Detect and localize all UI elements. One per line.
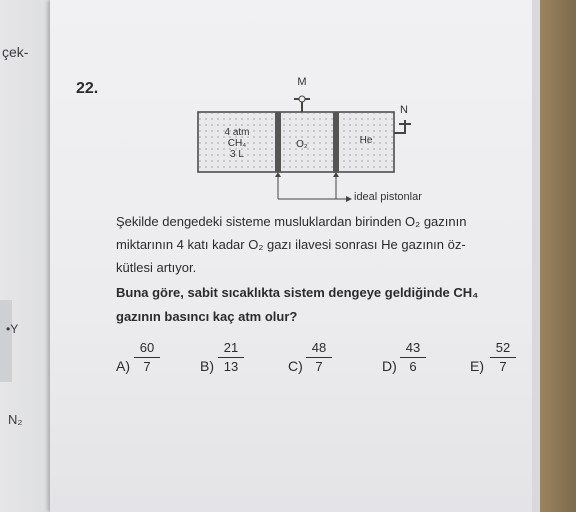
question-text-line-1: Şekilde dengedeki sisteme musluklardan birinden O₂ gazının [116, 214, 467, 229]
ch4-pressure: 4 atm [224, 127, 250, 138]
option-d-numerator: 43 [400, 340, 426, 358]
question-text-line-3: kütlesi artıyor. [116, 260, 197, 275]
option-b[interactable] [200, 340, 260, 390]
valve-n-label: N [400, 104, 408, 116]
option-d-letter: D) [382, 358, 397, 374]
gas-container-diagram [150, 75, 450, 205]
previous-page-bar [0, 300, 12, 382]
question-prompt-line-1: Buna göre, sabit sıcaklıkta sistem dengeye geldiğinde CH₄ [116, 285, 479, 300]
piston-left [275, 112, 281, 172]
he-compartment-label: He [359, 135, 373, 146]
option-c[interactable] [288, 340, 348, 390]
option-e[interactable] [470, 340, 526, 390]
option-b-fraction [218, 340, 244, 375]
ch4-compartment-label [210, 127, 264, 160]
piston-right [333, 112, 339, 172]
ch4-volume: 3 L [230, 149, 244, 160]
option-d-denominator: 6 [409, 359, 417, 374]
sheet-edge [532, 0, 540, 512]
piston-label-arrowhead [346, 196, 352, 202]
option-a-letter: A) [116, 358, 130, 374]
ch4-gas: CH₄ [227, 138, 247, 149]
option-b-letter: B) [200, 358, 214, 374]
question-number: 22. [76, 80, 99, 97]
option-b-denominator: 13 [223, 359, 239, 374]
previous-page-fragment-mid: •Y [6, 322, 19, 336]
previous-page-fragment-top: çek- [2, 44, 29, 60]
previous-page-fragment-bottom: N₂ [8, 412, 23, 427]
option-a-numerator: 60 [134, 340, 160, 358]
option-a[interactable] [116, 340, 176, 390]
option-e-letter: E) [470, 358, 484, 374]
option-b-numerator: 21 [218, 340, 244, 358]
valve-m-knob [299, 96, 305, 102]
option-e-numerator: 52 [490, 340, 516, 358]
option-d[interactable] [382, 340, 442, 390]
option-c-letter: C) [288, 358, 303, 374]
option-c-denominator: 7 [315, 359, 323, 374]
option-d-fraction [400, 340, 426, 375]
option-e-denominator: 7 [499, 359, 507, 374]
option-a-denominator: 7 [143, 359, 151, 374]
option-c-numerator: 48 [306, 340, 332, 358]
option-c-fraction [306, 340, 332, 375]
option-a-fraction [134, 340, 160, 375]
question-prompt-line-2: gazının basıncı kaç atm olur? [116, 309, 298, 324]
piston-label: ideal pistonlar [354, 191, 422, 203]
option-e-fraction [490, 340, 516, 375]
valve-m-label: M [297, 76, 307, 88]
question-text-line-2: miktarının 4 katı kadar O₂ gazı ilavesi sonrası He gazının öz- [116, 237, 466, 252]
o2-compartment-label: O₂ [296, 139, 308, 150]
